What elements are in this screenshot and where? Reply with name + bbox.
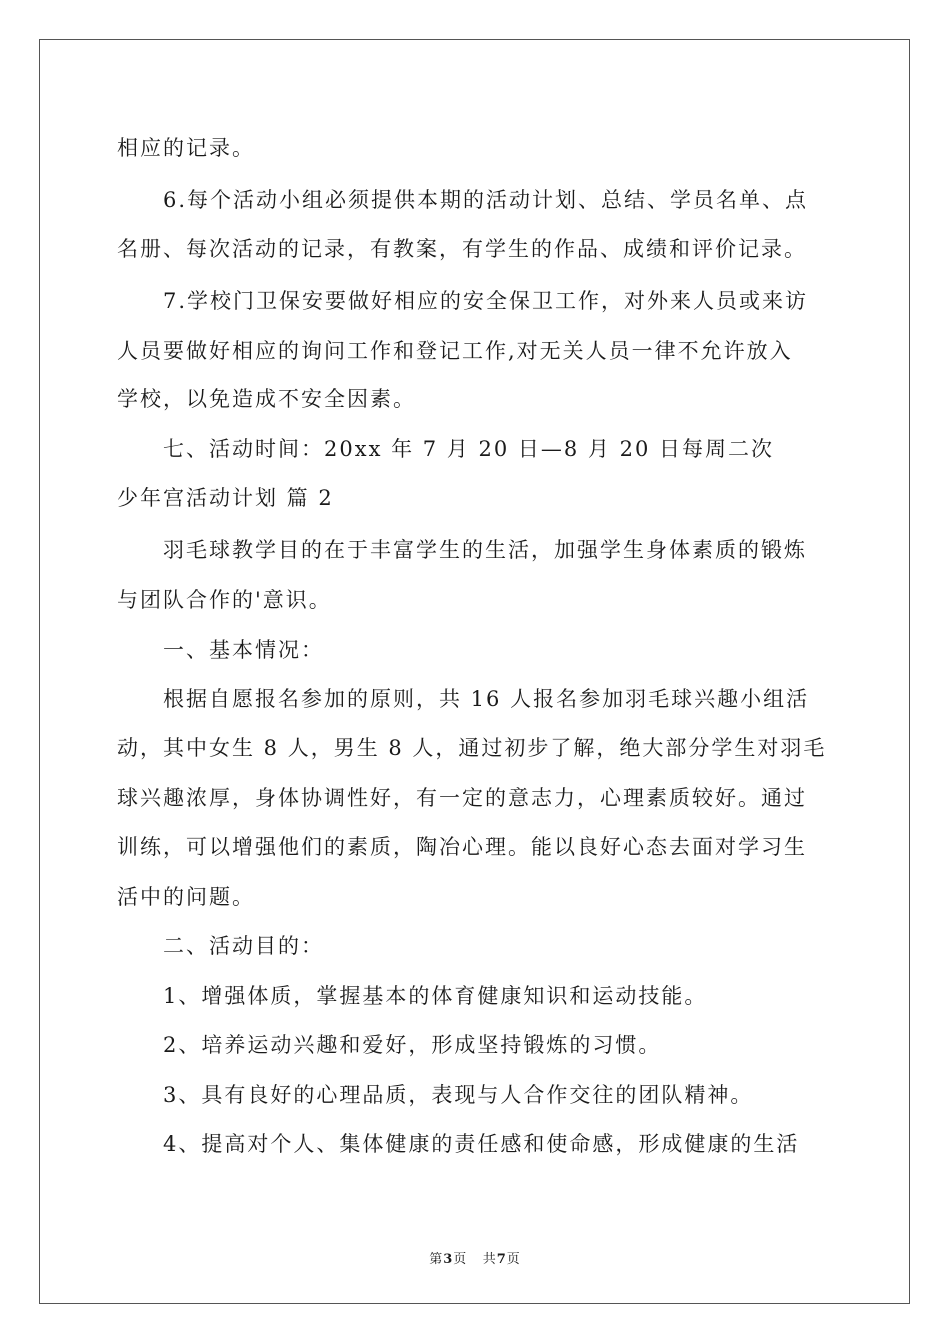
footer-prefix: 第 <box>429 1252 444 1267</box>
text-line: 1、增强体质，掌握基本的体育健康知识和运动技能。 <box>163 984 708 1008</box>
text-line: 名册、每次活动的记录，有教案，有学生的作品、成绩和评价记录。 <box>117 237 807 261</box>
text-line: 2、培养运动兴趣和爱好，形成坚持锻炼的习惯。 <box>163 1033 662 1057</box>
text-line: 羽毛球教学目的在于丰富学生的生活，加强学生身体素质的锻炼 <box>163 538 807 562</box>
footer-suffix: 页 <box>506 1252 521 1267</box>
text-line: 训练，可以增强他们的素质，陶冶心理。能以良好心态去面对学习生 <box>117 835 807 859</box>
current-page-number: 3 <box>443 1252 454 1267</box>
text-line: 6.每个活动小组必须提供本期的活动计划、总结、学员名单、点 <box>163 188 809 212</box>
page-footer <box>0 1248 950 1267</box>
total-page-number: 7 <box>496 1252 507 1267</box>
section-heading: 少年宫活动计划 篇 2 <box>117 486 334 510</box>
text-line: 4、提高对个人、集体健康的责任感和使命感，形成健康的生活 <box>163 1132 800 1156</box>
text-line: 与团队合作的'意识。 <box>117 588 332 612</box>
text-line: 人员要做好相应的询问工作和登记工作,对无关人员一律不允许放入 <box>117 339 793 363</box>
text-line: 动，其中女生 8 人，男生 8 人，通过初步了解，绝大部分学生对羽毛 <box>117 736 827 760</box>
text-line: 3、具有良好的心理品质，表现与人合作交往的团队精神。 <box>163 1083 754 1107</box>
text-line: 二、活动目的： <box>163 934 324 958</box>
text-line: 7.学校门卫保安要做好相应的安全保卫工作，对外来人员或来访 <box>163 289 809 313</box>
text-line: 学校，以免造成不安全因素。 <box>117 387 416 411</box>
text-line: 相应的记录。 <box>117 136 255 160</box>
page-border <box>39 39 910 1304</box>
text-line: 七、活动时间：20xx 年 7 月 20 日—8 月 20 日每周二次 <box>163 437 774 461</box>
text-line: 根据自愿报名参加的原则，共 16 人报名参加羽毛球兴趣小组活 <box>163 687 810 711</box>
text-line: 球兴趣浓厚，身体协调性好，有一定的意志力，心理素质较好。通过 <box>117 786 807 810</box>
footer-mid: 页 共 <box>453 1252 497 1267</box>
text-line: 活中的问题。 <box>117 885 255 909</box>
text-line: 一、基本情况： <box>163 638 324 662</box>
